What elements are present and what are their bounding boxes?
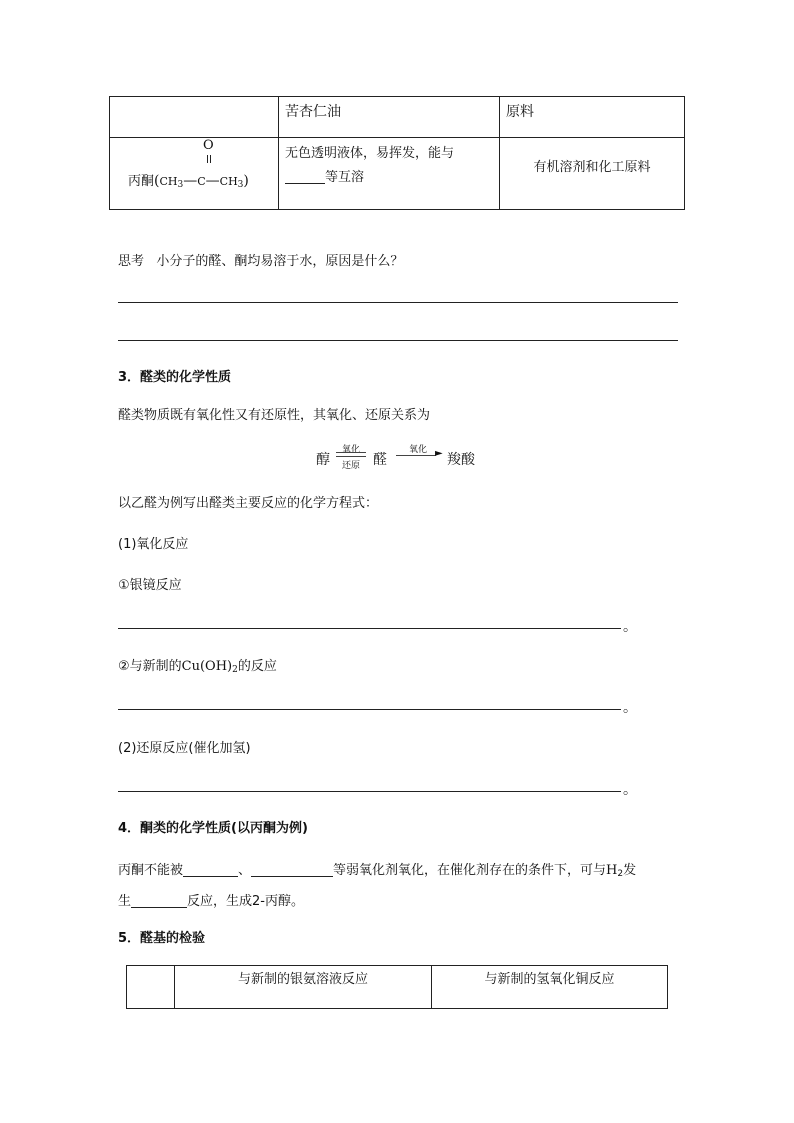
answer-blank[interactable] [251,862,333,877]
answer-blank[interactable] [183,862,238,877]
desc-text-2: 等互溶 [285,166,499,190]
period: 。 [623,619,637,635]
table-cell [110,97,279,138]
reaction-item: ②与新制的$Cu(OH)_2$的反应 [118,659,277,675]
answer-line[interactable] [118,709,621,710]
acid-label: 羧酸 [447,452,475,468]
arrow-head: ► [435,448,443,459]
think-label: 思考 [118,254,145,269]
section-title: 3．醛类的化学性质 [118,370,232,385]
acetone-cell [110,138,279,210]
acetone-name: 丙酮 [128,174,155,189]
ch3-left: $CH_3$ [159,175,184,190]
table-cell [500,138,685,210]
paragraph: 以乙醛为例写出醛类主要反应的化学方程式： [118,496,379,511]
redox-scheme [316,440,486,470]
reaction-heading: (2)还原反应(催化加氢) [118,741,251,756]
reaction-item: ①银镜反应 [118,578,182,593]
cell-text: 苦杏仁油 [285,104,341,120]
period: 。 [623,782,637,798]
table-cell: 与新制的氢氧化铜反应 [432,966,668,1009]
section-title: 5．醛基的检验 [118,931,206,946]
bond: — [205,173,220,189]
table-cell [279,97,500,138]
alcohol-label: 醇 [316,452,330,468]
reverse-arrow [336,456,366,457]
oxidize-label-2: 氧化 [409,445,428,455]
ch3-right: $CH_3$ [219,175,244,190]
cell-text: 有机溶剂和化工原料 [533,160,651,175]
reaction-heading: (1)氧化反应 [118,537,189,552]
properties-table [109,96,685,210]
table-cell [500,97,685,138]
aldehyde-label: 醛 [373,452,387,468]
paragraph: 丙酮不能被 、 等弱氧化剂氧化，在催化剂存在的条件下，可与$H_2$发 生 反应，生成2-丙醇。 [118,863,637,909]
period: 。 [623,700,637,716]
answer-line[interactable] [118,302,678,303]
table-row [127,966,668,1009]
reduce-label: 还原 [342,461,361,471]
forward-arrow [336,452,366,453]
answer-line[interactable] [118,791,621,792]
cell-text: 原料 [506,104,534,120]
section-title: 4．酮类的化学性质(以丙酮为例) [118,821,308,836]
desc-text: 无色透明液体，易挥发，能与 [285,146,455,161]
table-cell: 与新制的银氨溶液反应 [175,966,432,1009]
paragraph: 醛类物质既有氧化性又有还原性，其氧化、还原关系为 [118,408,431,423]
acetone-formula: 丙酮$(CH_3—C—CH_3)$ [128,173,249,190]
carbonyl-oxygen: O [203,138,214,153]
answer-line[interactable] [118,628,621,629]
answer-blank[interactable] [285,169,325,184]
table-cell [279,138,500,210]
oxidize-arrow [396,455,436,456]
think-question [118,250,403,269]
oxidize-label: 氧化 [342,445,361,455]
table-row [110,97,685,138]
answer-blank[interactable] [131,893,187,908]
answer-line[interactable] [118,340,678,341]
table-cell [127,966,175,1009]
table-row [110,138,685,210]
double-bond-line [207,155,209,163]
double-bond-line [210,155,212,163]
think-text: 小分子的醛、酮均易溶于水，原因是什么？ [156,254,404,269]
aldehyde-test-table [126,965,668,1009]
carbon: C [197,175,206,188]
bond: — [183,173,198,189]
